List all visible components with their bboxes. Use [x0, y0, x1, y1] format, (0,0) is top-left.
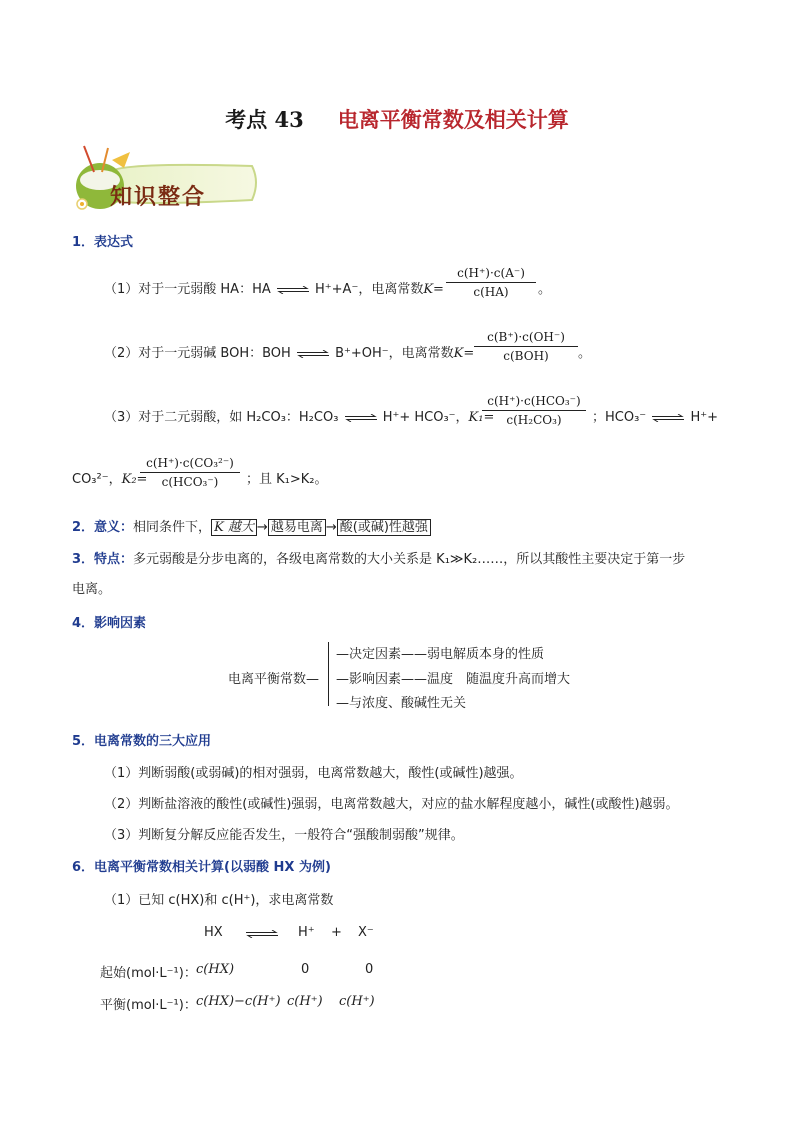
banner-label: 知识整合 [110, 185, 207, 210]
equilibrium-arrow-icon [246, 930, 278, 938]
title-number: 考点 43 [225, 107, 304, 132]
fraction-1 [446, 266, 536, 299]
equilibrium-arrow-icon [652, 414, 684, 422]
formula-2-k: K= [453, 346, 475, 361]
section-5-heading: 5．电离常数的三大应用 [72, 734, 212, 749]
factor-branch-3: —与浓度、酸碱性无关 [336, 696, 467, 711]
fraction-4-numerator: c(H⁺)·c(CO₃²⁻) [146, 456, 234, 470]
fraction-2-numerator: c(B⁺)·c(OH⁻) [487, 330, 565, 344]
calc-eq-x: X⁻ [358, 925, 374, 940]
formula-2-prefix: （2）对于一元弱碱 BOH：BOH [104, 346, 291, 361]
section-2-heading: 2．意义： [72, 520, 134, 535]
calc-start-c3: 0 [365, 962, 374, 977]
formula-3-prefix: （3）对于二元弱酸，如 H₂CO₃：H₂CO₃ [104, 410, 339, 425]
arrow-right-icon: → [325, 520, 337, 535]
fraction-1-numerator: c(H⁺)·c(A⁻) [457, 266, 525, 280]
factor-branch-1: —决定因素——弱电解质本身的性质 [336, 647, 545, 662]
title-text: 电离平衡常数及相关计算 [337, 107, 569, 132]
equilibrium-arrow-icon [297, 350, 329, 358]
calc-eqm-c2: c(H⁺) [287, 994, 323, 1009]
equilibrium-arrow-icon [277, 286, 309, 294]
formula-1-mid: H⁺+A⁻，电离常数 [315, 282, 424, 297]
fraction-3-denominator: c(H₂CO₃) [506, 413, 562, 427]
formula-4-end: ；且 K₁>K₂。 [246, 472, 328, 487]
formula-3-tail [592, 406, 718, 425]
formula-1-prefix: （1）对于一元弱酸 HA：HA [104, 282, 271, 297]
fraction-4 [140, 456, 240, 489]
formula-line-4 [72, 468, 147, 487]
fraction-3-numerator: c(H⁺)·c(HCO₃⁻) [487, 394, 581, 408]
section-1-heading: 1．表达式 [72, 235, 134, 250]
formula-3-separator: ；HCO₃⁻ [592, 410, 647, 425]
factor-branch-2: —影响因素——温度 随温度升高而增大 [336, 672, 571, 687]
section-4-heading: 4．影响因素 [72, 616, 147, 631]
fraction-2-denominator: c(BOH) [503, 349, 549, 363]
calc-eq-plus: + [331, 925, 342, 940]
section-2-line [72, 516, 431, 535]
calc-start-label: 起始(mol·L⁻¹)： [100, 966, 197, 981]
section-3-line [72, 548, 685, 567]
fraction-4-denominator: c(HCO₃⁻) [161, 475, 219, 489]
calc-eq-left: HX [204, 925, 223, 940]
formula-1-end: 。 [538, 282, 552, 297]
formula-line-1 [104, 278, 444, 297]
calc-start-c2: 0 [301, 962, 310, 977]
section-2-text: 相同条件下， [133, 520, 212, 535]
section-6-heading: 6．电离平衡常数相关计算(以弱酸 HX 为例) [72, 860, 331, 875]
calc-eqm-c3: c(H⁺) [339, 994, 375, 1009]
calc-subheading: （1）已知 c(HX)和 c(H⁺)，求电离常数 [104, 893, 334, 908]
fraction-1-denominator: c(HA) [473, 285, 509, 299]
calc-eqm-label: 平衡(mol·L⁻¹)： [100, 998, 197, 1013]
formula-line-3 [104, 406, 494, 425]
formula-3-tail-text: H⁺+ [690, 410, 718, 425]
application-item-3: （3）判断复分解反应能否发生，一般符合“强酸制弱酸”规律。 [104, 828, 464, 843]
meaning-box-3: 酸(或碱)性越强 [337, 519, 431, 536]
formula-3-mid: H⁺+ HCO₃⁻， [382, 410, 469, 425]
calc-eq-h: H⁺ [298, 925, 315, 940]
formula-2-mid: B⁺+OH⁻，电离常数 [335, 346, 454, 361]
formula-1-k: K= [423, 282, 444, 297]
arrow-right-icon: → [256, 520, 268, 535]
application-item-2: （2）判断盐溶液的酸性(或碱性)强弱，电离常数越大，对应的盐水解程度越小，碱性(或酸性)越弱。 [104, 797, 679, 812]
meaning-box-1: K 越大 [211, 519, 257, 536]
formula-2-end: 。 [578, 346, 592, 361]
application-item-1: （1）判断弱酸(或弱碱)的相对强弱，电离常数越大，酸性(或碱性)越强。 [104, 766, 523, 781]
formula-3-k: K₁= [468, 410, 495, 425]
meaning-box-2: 越易电离 [268, 519, 326, 536]
section-3-text-2: 电离。 [72, 582, 112, 597]
formula-line-2 [104, 342, 474, 361]
page-title [0, 104, 794, 134]
fraction-2 [474, 330, 578, 363]
equilibrium-arrow-icon [345, 414, 377, 422]
factor-root: 电离平衡常数— [228, 672, 320, 687]
section-3-heading: 3．特点： [72, 552, 134, 567]
fraction-3 [482, 394, 586, 427]
calc-start-c1: c(HX) [196, 962, 235, 977]
formula-4-prefix: CO₃²⁻， [72, 472, 122, 487]
calc-eqm-c1: c(HX)−c(H⁺) [196, 994, 281, 1009]
formula-4-k: K₂= [121, 472, 148, 487]
section-3-text: 多元弱酸是分步电离的，各级电离常数的大小关系是 K₁≫K₂……，所以其酸性主要决定于第一步 [133, 552, 686, 567]
